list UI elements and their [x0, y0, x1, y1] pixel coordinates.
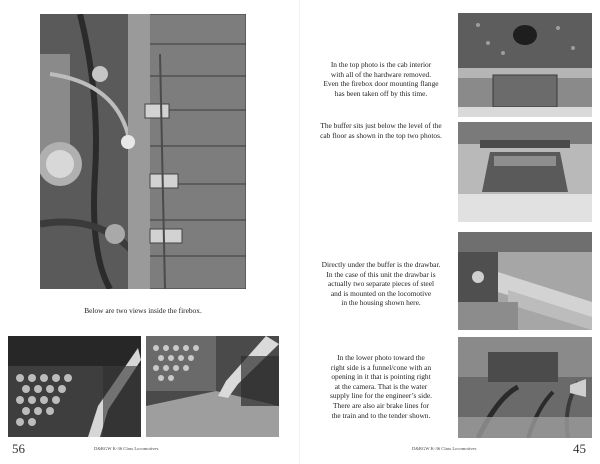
caption-line: the train and to the tender shown. [331, 410, 431, 420]
caption-line: supply line for the engineer’s side. [329, 391, 433, 401]
caption-line: at the camera. That is the water [334, 381, 428, 391]
caption-line: The buffer sits just below the level of the [320, 121, 442, 130]
page-number-left: 56 [12, 441, 25, 456]
caption-line: In the case of this unit the drawbar is [326, 269, 436, 279]
caption-cab-interior [308, 60, 454, 98]
caption-line: opening in it that is pointing right [331, 372, 431, 382]
caption-water-supply [308, 353, 454, 420]
caption-line: with all of the hardware removed. [330, 69, 432, 79]
caption-drawbar [308, 260, 454, 308]
cab-floor-photo [40, 14, 246, 289]
caption-line: In the top photo is the cab interior [330, 60, 432, 69]
caption-line: actually two separate pieces of steel [327, 279, 435, 289]
firebox-photo-left [8, 336, 141, 437]
caption-line: cab floor as shown in the top two photos. [320, 130, 442, 140]
footer-left: D&RGW K-36 Class Locomotives [94, 446, 159, 451]
caption-line: In the lower photo toward the [337, 353, 425, 362]
caption-line: Directly under the buffer is the drawbar. [321, 260, 441, 269]
firebox-photo-right [146, 336, 279, 437]
buffer-photo [458, 122, 592, 222]
caption-line: right side is a funnel/cone with an [330, 362, 432, 372]
caption-line: and is mounted on the locomotive [330, 288, 432, 298]
cab-interior-photo [458, 13, 592, 117]
caption-line: Even the firebox door mounting flange [323, 79, 439, 89]
drawbar-photo [458, 232, 592, 330]
firebox-caption: Below are two views inside the firebox. [84, 306, 202, 315]
caption-line: There are also air brake lines for [332, 400, 430, 410]
caption-line: has been taken off by this time. [334, 88, 428, 98]
water-supply-photo [458, 337, 592, 438]
caption-line: in the housing shown here. [341, 298, 421, 308]
footer-right: D&RGW K-36 Class Locomotives [412, 446, 477, 451]
page-number-right: 45 [573, 441, 586, 456]
page-spine [299, 0, 300, 464]
caption-buffer [308, 121, 454, 140]
